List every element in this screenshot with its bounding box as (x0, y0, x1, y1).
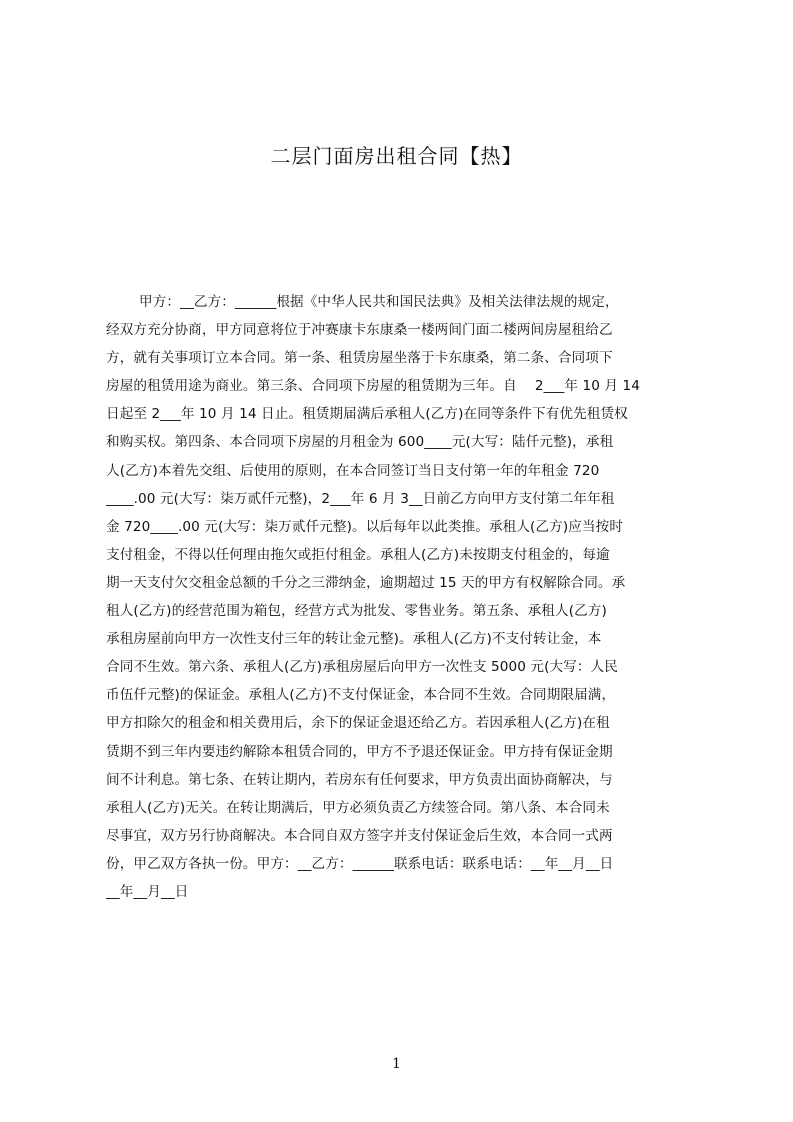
page-number: 1 (392, 1056, 401, 1072)
body-line: 和购买权。第四条、本合同项下房屋的月租金为 600____元(大写：陆仟元整)，承租 (106, 434, 614, 451)
body-line: 甲方：__乙方：______根据《中华人民共和国民法典》及相关法律法规的规定， (139, 294, 619, 310)
body-line: 合同不生效。第六条、承租人(乙方)承租房屋后向甲方一次性支 5000 元(大写：人民 (106, 659, 618, 676)
body-line: 方，就有关事项订立本合同。第一条、租赁房屋坐落于卡东康桑，第二条、合同项下 (106, 350, 613, 367)
body-line: 币伍仟元整)的保证金。承租人(乙方)不支付保证金，本合同不生效。合同期限届满， (106, 687, 616, 704)
body-line: 支付租金，不得以任何理由拖欠或拒付租金。承租人(乙方)未按期支付租金的，每逾 (106, 546, 610, 563)
body-line: 人(乙方)本着先交组、后使用的原则，在本合同签订当日支付第一年的年租金 720 (106, 462, 600, 479)
body-line: 经双方充分协商，甲方同意将位于冲赛康卡东康桑一楼两间门面二楼两间房屋租给乙 (106, 322, 613, 339)
document-title: 二层门面房出租合同【热】 (270, 144, 523, 168)
body-line: 尽事宜，双方另行协商解决。本合同自双方签字并支付保证金后生效，本合同一式两 (106, 827, 613, 844)
body-line: __年__月__日 (106, 883, 189, 900)
body-line: 份，甲乙双方各执一份。甲方：__乙方：______联系电话：联系电话：__年__月__日 (106, 855, 614, 872)
body-line: 承租人(乙方)无关。在转让期满后，甲方必须负责乙方续签合同。第八条、本合同未 (106, 799, 610, 816)
contract-body (106, 288, 697, 906)
body-line: 金 720____.00 元(大写：柒万贰仟元整)。以后每年以此类推。承租人(乙方)应当按时 (106, 518, 624, 535)
body-line: 期一天支付欠交租金总额的千分之三滞纳金，逾期超过 15 天的甲方有权解除合同。承 (106, 574, 626, 591)
body-line: 房屋的租赁用途为商业。第三条、合同项下房屋的租赁期为三年。自 2___年 10 月 14 (106, 378, 641, 395)
body-line: 甲方扣除欠的租金和相关费用后，余下的保证金退还给乙方。若因承租人(乙方)在租 (106, 715, 610, 732)
body-line: 间不计利息。第七条、在转让期内，若房东有任何要求，甲方负责出面协商解决，与 (106, 771, 613, 788)
body-line: 赁期不到三年内要违约解除本租赁合同的，甲方不予退还保证金。甲方持有保证金期 (106, 743, 613, 760)
body-line: 日起至 2___年 10 月 14 日止。租赁期届满后承租人(乙方)在同等条件下有优先租赁权 (106, 406, 628, 423)
body-line: 租人(乙方)的经营范围为箱包，经营方式为批发、零售业务。第五条、承租人(乙方) (106, 603, 607, 620)
body-line: ____.00 元(大写：柒万贰仟元整)，2___年 6 月 3__日前乙方向甲方支付第二年年租 (106, 490, 615, 507)
body-line: 承租房屋前向甲方一次性支付三年的转让金元整)。承租人(乙方)不支付转让金，本 (106, 631, 602, 648)
